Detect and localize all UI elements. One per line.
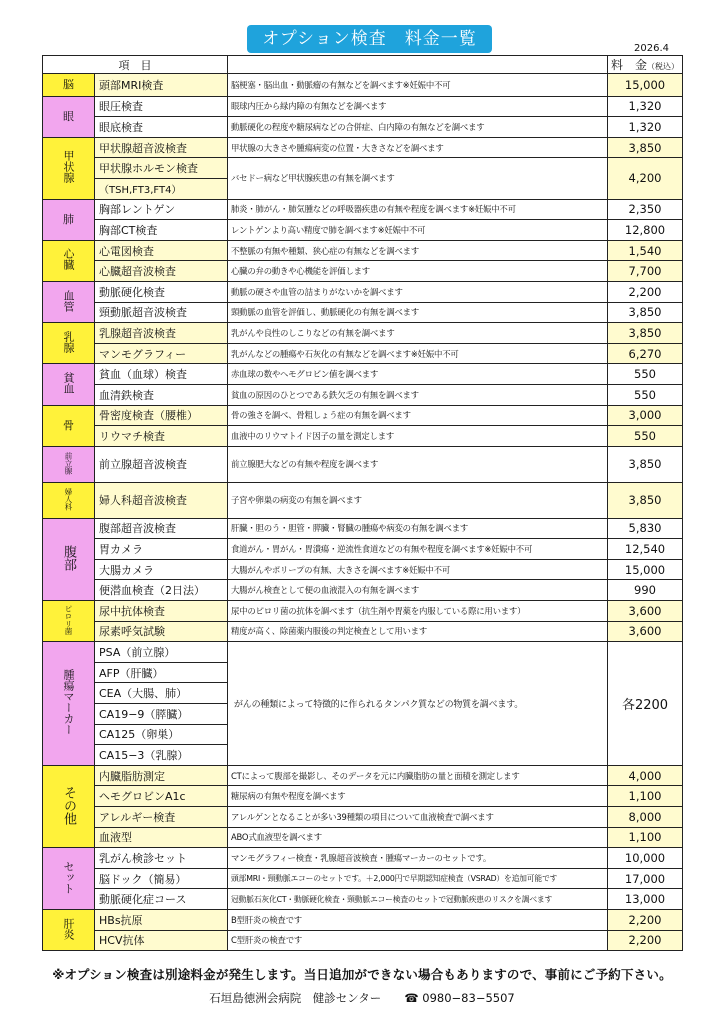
table-row — [43, 559, 683, 580]
price-cell: 6,270 — [608, 343, 683, 364]
table-row — [43, 889, 683, 910]
desc-cell: 大腸がん検査として便の血液混入の有無を調べます — [228, 580, 608, 601]
desc-cell: 血液中のリウマトイド因子の量を測定します — [228, 426, 608, 447]
table-row — [43, 827, 683, 848]
price-cell: 1,320 — [608, 96, 683, 117]
desc-cell: バセドー病など甲状腺疾患の有無を調べます — [228, 158, 608, 199]
price-cell: 4,000 — [608, 765, 683, 786]
category-cell: セット — [43, 848, 95, 910]
item-cell: AFP（肝臓） — [95, 662, 228, 683]
price-cell: 3,600 — [608, 621, 683, 642]
price-table — [42, 55, 683, 951]
item-cell: 動脈硬化検査 — [95, 281, 228, 302]
price-cell: 3,850 — [608, 137, 683, 158]
item-cell: 尿素呼気試験 — [95, 621, 228, 642]
price-cell: 15,000 — [608, 559, 683, 580]
item-cell: 眼圧検査 — [95, 96, 228, 117]
item-cell: 胸部CT検査 — [95, 220, 228, 241]
price-cell: 10,000 — [608, 848, 683, 869]
category-cell: 腫瘍マーカー — [43, 642, 95, 766]
desc-cell: ABO式血液型を調べます — [228, 827, 608, 848]
table-row — [43, 384, 683, 405]
category-cell: 肝炎 — [43, 909, 95, 950]
table-row — [43, 405, 683, 426]
item-cell: 内臓脂肪測定 — [95, 765, 228, 786]
item-cell: 婦人科超音波検査 — [95, 482, 228, 518]
header-desc — [228, 56, 608, 74]
price-cell: 550 — [608, 364, 683, 385]
desc-cell: 頸動脈の血管を評価し、動脈硬化の有無を調べます — [228, 302, 608, 323]
desc-cell: 子宮や卵巣の病変の有無を調べます — [228, 482, 608, 518]
table-row — [43, 199, 683, 220]
price-cell: 550 — [608, 426, 683, 447]
table-row — [43, 240, 683, 261]
table-row — [43, 323, 683, 344]
category-cell: 血管 — [43, 281, 95, 322]
table-row — [43, 642, 683, 663]
price-cell: 17,000 — [608, 868, 683, 889]
category-cell: 乳腺 — [43, 323, 95, 364]
item-cell: 血清鉄検査 — [95, 384, 228, 405]
item-cell: 腹部超音波検査 — [95, 518, 228, 539]
table-header — [43, 56, 683, 74]
price-cell: 3,600 — [608, 601, 683, 622]
desc-cell: 大腸がんやポリープの有無、大きさを調べます※妊娠中不可 — [228, 559, 608, 580]
table-row — [43, 930, 683, 951]
category-cell: ピロリ菌 — [43, 601, 95, 642]
table-row — [43, 220, 683, 241]
desc-cell: 不整脈の有無や種類、狭心症の有無などを調べます — [228, 240, 608, 261]
item-cell: 心臓超音波検査 — [95, 261, 228, 282]
table-row — [43, 765, 683, 786]
desc-cell: 乳がんや良性のしこりなどの有無を調べます — [228, 323, 608, 344]
price-cell: 15,000 — [608, 74, 683, 97]
table-row — [43, 580, 683, 601]
desc-cell: 食道がん・胃がん・胃潰瘍・逆流性食道などの有無や程度を調べます※妊娠中不可 — [228, 539, 608, 560]
category-cell: 貧血 — [43, 364, 95, 405]
date-label: 2026.4 — [634, 43, 669, 54]
item-cell: 骨密度検査（腰椎） — [95, 405, 228, 426]
table-row — [43, 364, 683, 385]
desc-cell: アレルゲンとなることが多い39種類の項目について血液検査で調べます — [228, 807, 608, 828]
table-row — [43, 482, 683, 518]
category-cell: 脳 — [43, 74, 95, 97]
table-row — [43, 158, 683, 179]
item-cell: 前立腺超音波検査 — [95, 446, 228, 482]
item-cell: 胸部レントゲン — [95, 199, 228, 220]
item-cell: 血液型 — [95, 827, 228, 848]
table-row — [43, 426, 683, 447]
item-cell: 脳ドック（簡易） — [95, 868, 228, 889]
table-row — [43, 446, 683, 482]
item-cell: 頸動脈超音波検査 — [95, 302, 228, 323]
price-cell: 2,200 — [608, 909, 683, 930]
price-cell: 1,320 — [608, 117, 683, 138]
item-cell: 甲状腺超音波検査 — [95, 137, 228, 158]
price-cell: 8,000 — [608, 807, 683, 828]
table-row — [43, 74, 683, 97]
category-cell: 心臓 — [43, 240, 95, 281]
category-cell: 肺 — [43, 199, 95, 240]
table-row — [43, 137, 683, 158]
desc-cell: 脳梗塞・脳出血・動脈瘤の有無などを調べます※妊娠中不可 — [228, 74, 608, 97]
table-row — [43, 117, 683, 138]
footer-note: ※オプション検査は別途料金が発生します。当日追加ができない場合もありますので、事前にご予約下さい。 — [52, 967, 672, 982]
desc-cell: 骨の強さを調べ、骨粗しょう症の有無を調べます — [228, 405, 608, 426]
table-row — [43, 302, 683, 323]
price-cell: 3,000 — [608, 405, 683, 426]
item-cell: CA19−9（膵臓） — [95, 704, 228, 725]
desc-cell: 冠動脈石灰化CT・動脈硬化検査・頸動脈エコー検査のセットで冠動脈疾患のリスクを調べます — [228, 889, 608, 910]
item-cell-sub: （TSH,FT3,FT4） — [95, 178, 228, 199]
desc-cell: 肝臓・胆のう・胆管・膵臓・腎臓の腫瘍や病変の有無を調べます — [228, 518, 608, 539]
price-cell: 1,100 — [608, 827, 683, 848]
item-cell: CA125（卵巣） — [95, 724, 228, 745]
category-cell: 骨 — [43, 405, 95, 446]
price-cell: 3,850 — [608, 302, 683, 323]
desc-cell: 眼球内圧から緑内障の有無などを調べます — [228, 96, 608, 117]
desc-cell: 精度が高く、除菌薬内服後の判定検査として用います — [228, 621, 608, 642]
category-cell: その他 — [43, 765, 95, 847]
desc-cell: 貧血の原因のひとつである鉄欠乏の有無を調べます — [228, 384, 608, 405]
item-cell: 貧血（血球）検査 — [95, 364, 228, 385]
page-title: オプション検査 料金一覧 — [247, 25, 492, 53]
desc-cell: 動脈の硬さや血管の詰まりがないかを調べます — [228, 281, 608, 302]
table-row — [43, 848, 683, 869]
table-row — [43, 343, 683, 364]
desc-cell: 尿中のピロリ菌の抗体を調べます（抗生剤や胃薬を内服している際に用います） — [228, 601, 608, 622]
item-cell: 胃カメラ — [95, 539, 228, 560]
table-row — [43, 281, 683, 302]
desc-cell: マンモグラフィー検査・乳腺超音波検査・腫瘍マーカーのセットです。 — [228, 848, 608, 869]
desc-cell: 赤血球の数やヘモグロビン値を調べます — [228, 364, 608, 385]
desc-cell: がんの種類によって特徴的に作られるタンパク質などの物質を調べます。 — [228, 642, 608, 766]
price-cell: 5,830 — [608, 518, 683, 539]
item-cell: アレルギー検査 — [95, 807, 228, 828]
price-cell: 3,850 — [608, 446, 683, 482]
price-cell: 1,100 — [608, 786, 683, 807]
price-cell: 12,540 — [608, 539, 683, 560]
header-item: 項 目 — [43, 56, 228, 74]
item-cell: 心電図検査 — [95, 240, 228, 261]
table-row — [43, 539, 683, 560]
category-cell: 甲状腺 — [43, 137, 95, 199]
item-cell: 大腸カメラ — [95, 559, 228, 580]
desc-cell: 甲状腺の大きさや腫瘍病変の位置・大きさなどを調べます — [228, 137, 608, 158]
table-row — [43, 261, 683, 282]
desc-cell: 肺炎・肺がん・肺気腫などの呼吸器疾患の有無や程度を調べます※妊娠中不可 — [228, 199, 608, 220]
desc-cell: 乳がんなどの腫瘍や石灰化の有無などを調べます※妊娠中不可 — [228, 343, 608, 364]
item-cell: 甲状腺ホルモン検査 — [95, 158, 228, 179]
table-row — [43, 96, 683, 117]
price-cell: 2,200 — [608, 281, 683, 302]
item-cell: 頭部MRI検査 — [95, 74, 228, 97]
desc-cell: 動脈硬化の程度や糖尿病などの合併症、白内障の有無などを調べます — [228, 117, 608, 138]
footer-contact: 石垣島徳洲会病院 健診センター ☎ 0980−83−5507 — [209, 991, 515, 1005]
desc-cell: 頭部MRI・頸動脈エコーのセットです。＋2,000円で早期認知症検査（VSRAD）を追加可能です — [228, 868, 608, 889]
price-cell: 7,700 — [608, 261, 683, 282]
price-cell: 3,850 — [608, 482, 683, 518]
item-cell: リウマチ検査 — [95, 426, 228, 447]
category-cell: 前立腺 — [43, 446, 95, 482]
item-cell: CA15−3（乳腺） — [95, 745, 228, 766]
item-cell: ヘモグロビンA1c — [95, 786, 228, 807]
item-cell: 乳腺超音波検査 — [95, 323, 228, 344]
header-price: 料 金（税込） — [608, 56, 683, 74]
item-cell: 尿中抗体検査 — [95, 601, 228, 622]
category-cell: 腹部 — [43, 518, 95, 600]
category-cell: 婦人科 — [43, 482, 95, 518]
price-cell: 12,800 — [608, 220, 683, 241]
desc-cell: 心臓の弁の動きや心機能を評価します — [228, 261, 608, 282]
desc-cell: B型肝炎の検査です — [228, 909, 608, 930]
item-cell: HBs抗原 — [95, 909, 228, 930]
table-row — [43, 807, 683, 828]
item-cell: HCV抗体 — [95, 930, 228, 951]
table-row — [43, 518, 683, 539]
price-cell: 550 — [608, 384, 683, 405]
desc-cell: C型肝炎の検査です — [228, 930, 608, 951]
desc-cell: CTによって腹部を撮影し、そのデータを元に内臓脂肪の量と面積を測定します — [228, 765, 608, 786]
desc-cell: 糖尿病の有無や程度を調べます — [228, 786, 608, 807]
item-cell: 便潜血検査（2日法） — [95, 580, 228, 601]
price-cell: 13,000 — [608, 889, 683, 910]
item-cell: PSA（前立腺） — [95, 642, 228, 663]
item-cell: 眼底検査 — [95, 117, 228, 138]
price-cell: 1,540 — [608, 240, 683, 261]
table-row — [43, 621, 683, 642]
price-cell: 2,350 — [608, 199, 683, 220]
price-cell: 4,200 — [608, 158, 683, 199]
price-cell: 3,850 — [608, 323, 683, 344]
table-row — [43, 786, 683, 807]
item-cell: 動脈硬化症コース — [95, 889, 228, 910]
item-cell: CEA（大腸、肺） — [95, 683, 228, 704]
price-cell: 各2200 — [608, 642, 683, 766]
item-cell: マンモグラフィー — [95, 343, 228, 364]
table-row — [43, 909, 683, 930]
price-cell: 2,200 — [608, 930, 683, 951]
item-cell: 乳がん検診セット — [95, 848, 228, 869]
table-row — [43, 601, 683, 622]
desc-cell: 前立腺肥大などの有無や程度を調べます — [228, 446, 608, 482]
table-row — [43, 868, 683, 889]
desc-cell: レントゲンより高い精度で肺を調べます※妊娠中不可 — [228, 220, 608, 241]
category-cell: 眼 — [43, 96, 95, 137]
price-cell: 990 — [608, 580, 683, 601]
